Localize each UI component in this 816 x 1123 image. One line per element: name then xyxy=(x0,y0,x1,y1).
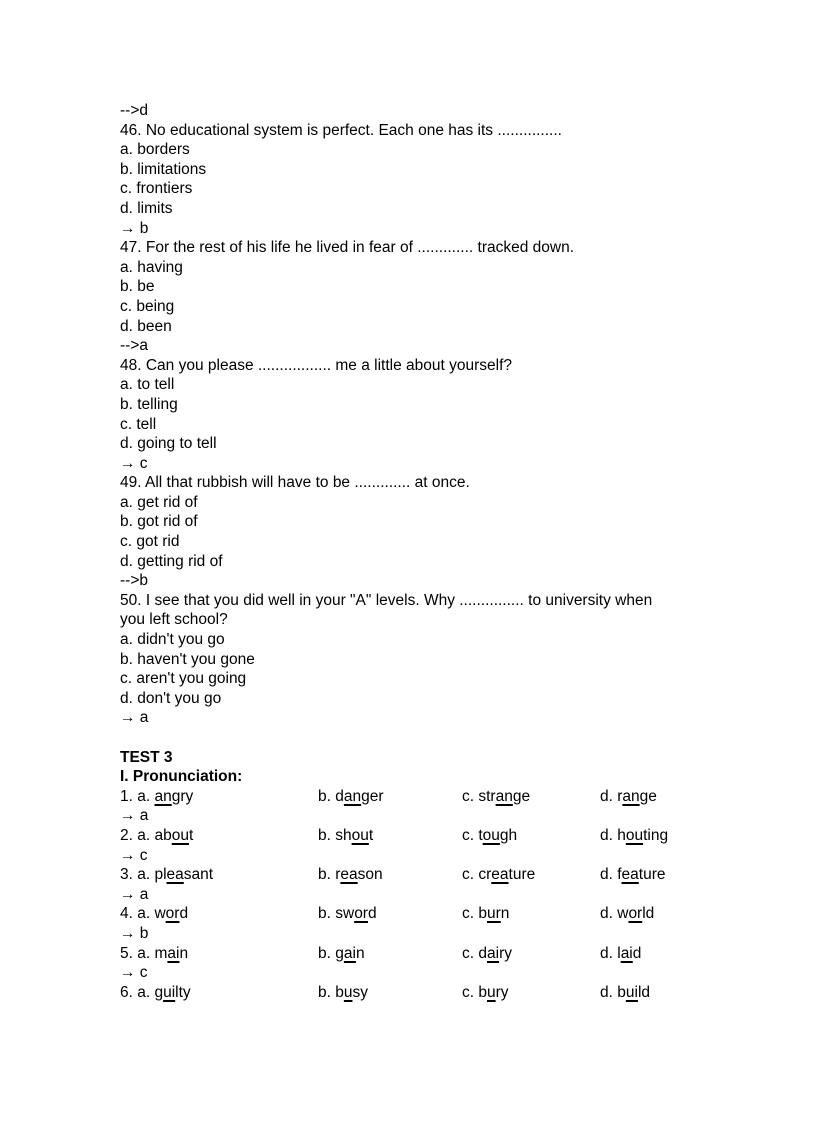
question-49: 49. All that rubbish will have to be ............. at once. xyxy=(120,474,470,492)
underlined-sound: or xyxy=(628,905,643,923)
underlined-sound: ou xyxy=(482,826,500,844)
pronunciation-answer-1: → a xyxy=(120,807,149,825)
option-47-c: c. being xyxy=(120,297,175,315)
option-47-a: a. having xyxy=(120,258,183,276)
pronunciation-2-option-b: b. shout xyxy=(318,826,374,844)
question-48: 48. Can you please ................. me a little about yourself? xyxy=(120,356,513,374)
answer-46: → b xyxy=(120,219,149,237)
pronunciation-item-2 xyxy=(120,826,700,846)
pronunciation-item-6 xyxy=(120,983,700,1003)
pronunciation-4-option-b: b. sword xyxy=(318,905,377,923)
pronunciation-3-option-c: c. creature xyxy=(462,866,536,884)
option-46-a: a. borders xyxy=(120,141,190,159)
section-heading: I. Pronunciation: xyxy=(120,768,243,786)
test-title: TEST 3 xyxy=(120,748,173,766)
answer-49: -->b xyxy=(120,572,148,590)
underlined-sound: an xyxy=(343,787,362,805)
underlined-sound: ou xyxy=(171,826,189,844)
underlined-sound: or xyxy=(165,905,180,923)
underlined-sound: ui xyxy=(625,983,638,1001)
pronunciation-item-4 xyxy=(120,904,700,924)
pronunciation-answer-2: → c xyxy=(120,846,148,864)
option-49-a: a. get rid of xyxy=(120,493,198,511)
pronunciation-2-option-c: c. tough xyxy=(462,826,518,844)
question-50-line1: 50. I see that you did well in your "A" levels. Why ............... to university when xyxy=(120,591,653,609)
pronunciation-6-option-a: 6. a. guilty xyxy=(120,983,191,1001)
document-page xyxy=(120,101,700,1002)
pronunciation-3-option-a: 3. a. pleasant xyxy=(120,866,214,884)
underlined-sound: ai xyxy=(486,944,500,962)
option-50-a: a. didn't you go xyxy=(120,631,225,649)
pronunciation-4-option-c: c. burn xyxy=(462,905,510,923)
underlined-sound: ui xyxy=(163,983,176,1001)
underlined-sound: u xyxy=(486,983,496,1001)
pronunciation-4-option-a: 4. a. word xyxy=(120,905,189,923)
pronunciation-6-option-c: c. bury xyxy=(462,983,509,1001)
underlined-sound: ou xyxy=(351,826,369,844)
pronunciation-3-option-b: b. reason xyxy=(318,866,383,884)
pronunciation-item-3 xyxy=(120,865,700,885)
spacer xyxy=(120,728,700,748)
option-48-a: a. to tell xyxy=(120,376,175,394)
question-47: 47. For the rest of his life he lived in fear of ............. tracked down. xyxy=(120,239,575,257)
underlined-sound: or xyxy=(354,905,368,923)
pronunciation-5-option-b: b. gain xyxy=(318,944,365,962)
pronunciation-1-option-a: 1. a. angry xyxy=(120,787,194,805)
question-46: 46. No educational system is perfect. Each one has its ............... xyxy=(120,121,562,139)
underlined-sound: ai xyxy=(343,944,356,962)
pronunciation-1-option-b: b. danger xyxy=(318,787,384,805)
pronunciation-1-option-d: d. range xyxy=(600,787,657,805)
option-49-c: c. got rid xyxy=(120,533,180,551)
underlined-sound: ur xyxy=(486,905,501,923)
underlined-sound: u xyxy=(343,983,353,1001)
option-48-d: d. going to tell xyxy=(120,435,217,453)
pronunciation-answer-4: → b xyxy=(120,924,149,942)
option-50-d: d. don't you go xyxy=(120,689,222,707)
option-46-c: c. frontiers xyxy=(120,180,193,198)
pronunciation-4-option-d: d. world xyxy=(600,905,655,923)
underlined-sound: an xyxy=(622,787,640,805)
option-46-b: b. limitations xyxy=(120,160,207,178)
pronunciation-item-1 xyxy=(120,787,700,807)
pronunciation-5-option-a: 5. a. main xyxy=(120,944,189,962)
pronunciation-item-5 xyxy=(120,944,700,964)
pronunciation-6-option-b: b. busy xyxy=(318,983,368,1001)
pronunciation-2-option-a: 2. a. about xyxy=(120,826,194,844)
option-50-b: b. haven't you gone xyxy=(120,650,255,668)
answer-45: -->d xyxy=(120,102,148,119)
underlined-sound: ea xyxy=(621,866,639,884)
underlined-sound: ea xyxy=(166,866,184,884)
underlined-sound: ou xyxy=(625,826,644,844)
underlined-sound: ea xyxy=(491,866,509,884)
option-49-b: b. got rid of xyxy=(120,513,198,531)
option-47-b: b. be xyxy=(120,278,155,296)
pronunciation-1-option-c: c. strange xyxy=(462,787,531,805)
option-50-c: c. aren't you going xyxy=(120,670,247,688)
answer-50: → a xyxy=(120,709,149,727)
pronunciation-answer-5: → c xyxy=(120,964,148,982)
pronunciation-3-option-d: d. feature xyxy=(600,866,666,884)
underlined-sound: an xyxy=(154,787,172,805)
option-47-d: d. been xyxy=(120,317,172,335)
pronunciation-6-option-d: d. build xyxy=(600,983,651,1001)
option-48-c: c. tell xyxy=(120,415,157,433)
pronunciation-5-option-d: d. laid xyxy=(600,944,642,962)
question-50-line2: you left school? xyxy=(120,611,228,629)
option-49-d: d. getting rid of xyxy=(120,552,223,570)
underlined-sound: ai xyxy=(620,944,633,962)
pronunciation-list xyxy=(120,787,700,1003)
pronunciation-5-option-c: c. dairy xyxy=(462,944,512,962)
pronunciation-answer-3: → a xyxy=(120,885,149,903)
option-48-b: b. telling xyxy=(120,395,178,413)
underlined-sound: ea xyxy=(340,866,358,884)
pronunciation-2-option-d: d. houting xyxy=(600,826,669,844)
answer-47: -->a xyxy=(120,337,148,355)
answer-48: → c xyxy=(120,454,148,472)
underlined-sound: ai xyxy=(167,944,180,962)
underlined-sound: an xyxy=(495,787,513,805)
option-46-d: d. limits xyxy=(120,199,173,217)
